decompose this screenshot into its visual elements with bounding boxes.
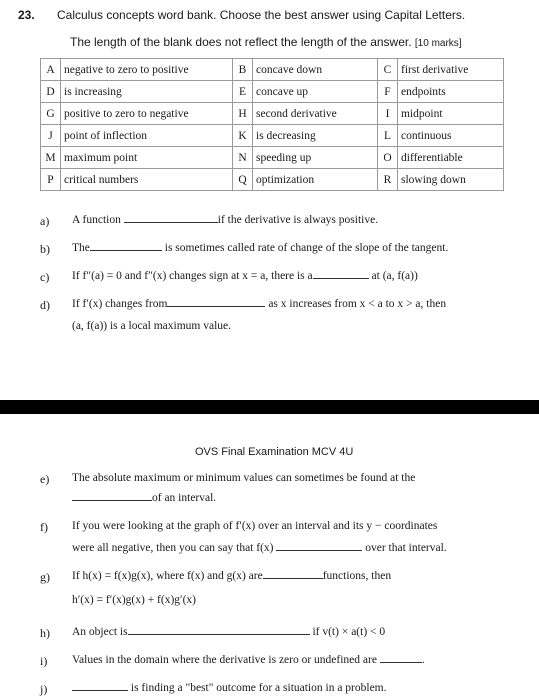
word-bank-letter: I bbox=[378, 103, 398, 125]
item-h-text: An object is if v(t) × a(t) < 0 bbox=[72, 626, 386, 638]
item-c-blank[interactable] bbox=[313, 277, 369, 279]
word-bank-letter: A bbox=[41, 59, 61, 81]
item-j-text: is finding a "best" outcome for a situation in a problem. bbox=[72, 682, 387, 694]
item-b-label: b) bbox=[40, 242, 50, 256]
word-bank-term: endpoints bbox=[398, 81, 504, 103]
word-bank-term: concave up bbox=[253, 81, 378, 103]
word-bank-table bbox=[40, 58, 504, 191]
word-bank-letter: L bbox=[378, 125, 398, 147]
item-f-blank[interactable] bbox=[276, 549, 362, 551]
item-i-text: Values in the domain where the derivative is zero or undefined are . bbox=[72, 654, 425, 666]
item-b-blank[interactable] bbox=[90, 249, 162, 251]
page-separator bbox=[0, 400, 539, 414]
word-bank-term: positive to zero to negative bbox=[61, 103, 233, 125]
word-bank-letter: G bbox=[41, 103, 61, 125]
item-i-blank[interactable] bbox=[380, 661, 422, 663]
item-b-text: The is sometimes called rate of change of the slope of the tangent. bbox=[72, 242, 449, 254]
word-bank-term: slowing down bbox=[398, 169, 504, 191]
item-a-label: a) bbox=[40, 214, 50, 228]
question-number: 23. bbox=[18, 8, 35, 22]
word-bank-letter: Q bbox=[233, 169, 253, 191]
word-bank-term: is increasing bbox=[61, 81, 233, 103]
item-d-line2: (a, f(a)) is a local maximum value. bbox=[72, 320, 232, 332]
word-bank-letter: P bbox=[41, 169, 61, 191]
item-f-text: were all negative, then you can say that f(x) over that interval. bbox=[72, 542, 447, 554]
item-e-line1: The absolute maximum or minimum values can sometimes be found at the bbox=[72, 472, 416, 484]
word-bank-term: speeding up bbox=[253, 147, 378, 169]
word-bank-row bbox=[41, 169, 504, 191]
item-f-label: f) bbox=[40, 520, 48, 534]
item-f-line1: If you were looking at the graph of f′(x) over an interval and its y − coordinates bbox=[72, 520, 438, 532]
item-g-text: If h(x) = f(x)g(x), where f(x) and g(x) are functions, then bbox=[72, 570, 392, 582]
item-d-blank[interactable] bbox=[167, 305, 265, 307]
question-title: Calculus concepts word bank. Choose the best answer using Capital Letters. bbox=[57, 8, 466, 22]
word-bank-letter: C bbox=[378, 59, 398, 81]
word-bank-letter: B bbox=[233, 59, 253, 81]
word-bank-term: concave down bbox=[253, 59, 378, 81]
word-bank-letter: K bbox=[233, 125, 253, 147]
item-j-label: j) bbox=[40, 682, 48, 696]
word-bank-term: continuous bbox=[398, 125, 504, 147]
item-h-blank[interactable] bbox=[128, 633, 310, 635]
worksheet-page-2 bbox=[0, 414, 539, 700]
word-bank-term: differentiable bbox=[398, 147, 504, 169]
item-i-label: i) bbox=[40, 654, 48, 668]
word-bank-row bbox=[41, 81, 504, 103]
item-e-text: of an interval. bbox=[72, 492, 216, 504]
item-e-blank[interactable] bbox=[72, 499, 152, 501]
question-subtitle: The length of the blank does not reflect the length of the answer. [10 marks] bbox=[70, 35, 462, 49]
word-bank-term: critical numbers bbox=[61, 169, 233, 191]
item-e-label: e) bbox=[40, 472, 50, 486]
word-bank-term: optimization bbox=[253, 169, 378, 191]
word-bank-term: negative to zero to positive bbox=[61, 59, 233, 81]
word-bank-term: midpoint bbox=[398, 103, 504, 125]
item-g-label: g) bbox=[40, 570, 50, 584]
word-bank-term: maximum point bbox=[61, 147, 233, 169]
word-bank-letter: D bbox=[41, 81, 61, 103]
exam-title: OVS Final Examination MCV 4U bbox=[195, 446, 354, 458]
word-bank-letter: R bbox=[378, 169, 398, 191]
word-bank-letter: O bbox=[378, 147, 398, 169]
word-bank-letter: J bbox=[41, 125, 61, 147]
item-d-label: d) bbox=[40, 298, 50, 312]
word-bank-letter: E bbox=[233, 81, 253, 103]
word-bank-letter: M bbox=[41, 147, 61, 169]
item-j-blank[interactable] bbox=[72, 689, 128, 691]
word-bank-term: second derivative bbox=[253, 103, 378, 125]
word-bank-row bbox=[41, 147, 504, 169]
item-d-text: If f′(x) changes from as x increases from x < a to x > a, then bbox=[72, 298, 447, 310]
item-c-text: If f″(a) = 0 and f″(x) changes sign at x = a, there is a at (a, f(a)) bbox=[72, 270, 418, 282]
item-c-label: c) bbox=[40, 270, 50, 284]
item-a-text: A function if the derivative is always positive. bbox=[72, 214, 379, 226]
word-bank-term: point of inflection bbox=[61, 125, 233, 147]
word-bank-letter: F bbox=[378, 81, 398, 103]
word-bank-letter: H bbox=[233, 103, 253, 125]
item-g-blank[interactable] bbox=[263, 577, 323, 579]
item-g-line2: h′(x) = f′(x)g(x) + f(x)g′(x) bbox=[72, 594, 196, 606]
marks-label: [10 marks] bbox=[414, 38, 462, 49]
word-bank-row bbox=[41, 125, 504, 147]
word-bank-letter: N bbox=[233, 147, 253, 169]
word-bank-row bbox=[41, 103, 504, 125]
word-bank-term: first derivative bbox=[398, 59, 504, 81]
word-bank-row bbox=[41, 59, 504, 81]
item-h-label: h) bbox=[40, 626, 50, 640]
item-a-blank[interactable] bbox=[124, 221, 218, 223]
word-bank-term: is decreasing bbox=[253, 125, 378, 147]
